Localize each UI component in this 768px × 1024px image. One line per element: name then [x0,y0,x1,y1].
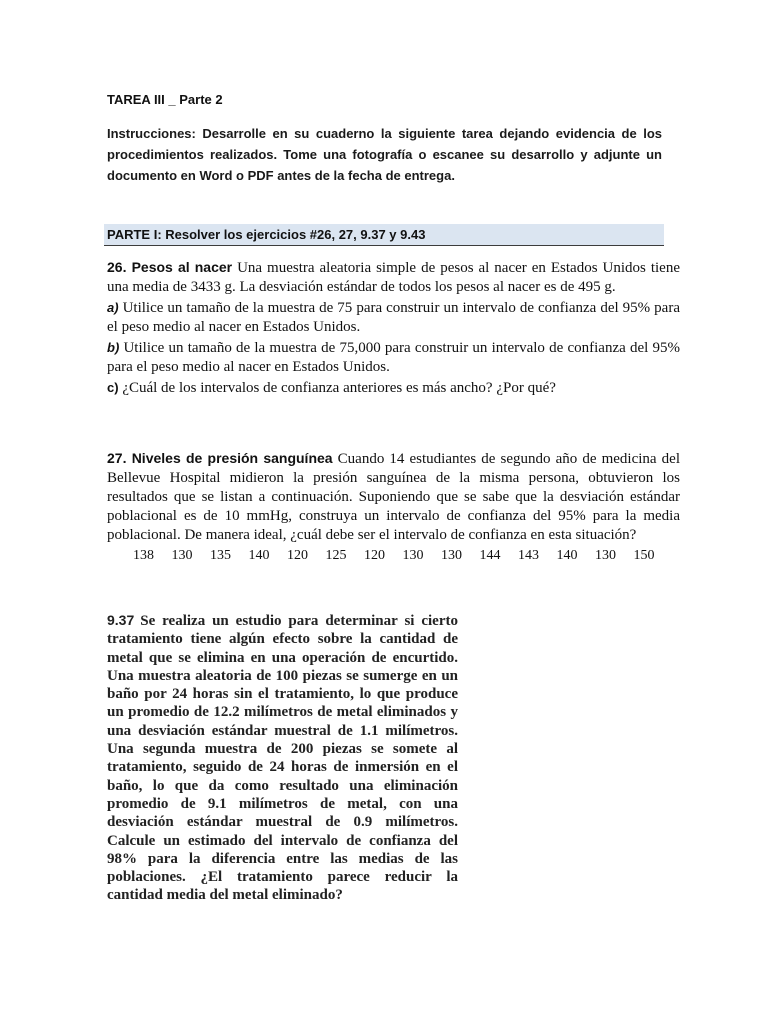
page-title: TAREA III _ Parte 2 [107,92,223,107]
part-b-text: Utilice un tamaño de la muestra de 75,000 para construir un intervalo de confianza del 95% para el peso medio al nacer en Estados Unidos. [107,340,680,375]
data-value: 150 [633,548,655,563]
data-value: 130 [595,548,616,563]
part-b-label: b) [107,340,120,355]
instructions-paragraph: Instrucciones: Desarrolle en su cuaderno la siguiente tarea dejando evidencia de los procedimientos realizados. Tome una fotografía o escanee su desarrollo y adjunte un documento en Word o PDF antes de la fecha de entrega. [107,126,662,183]
data-value: 144 [479,548,501,563]
exercise-9-37 [107,611,458,905]
exercise-26-heading: 26. Pesos al nacer [107,259,233,275]
exercise-26-part-c [107,378,680,398]
part-c-label: c) [107,380,119,395]
exercise-27 [107,449,680,545]
exercise-26-part-a [107,298,680,337]
data-value: 130 [441,548,462,563]
part-a-text: Utilice un tamaño de la muestra de 75 para construir un intervalo de confianza del 95% para el peso medio al nacer en Estados Unidos. [107,300,680,335]
part-a-label: a) [107,300,119,315]
data-value: 120 [287,548,308,563]
exercise-26-intro [107,258,680,297]
exercise-27-heading: 27. Niveles de presión sanguínea [107,450,333,466]
part-c-text: ¿Cuál de los intervalos de confianza anteriores es más ancho? ¿Por qué? [118,380,556,396]
exercise-9-37-text: Se realiza un estudio para determinar si cierto tratamiento tiene algún efecto sobre la cantidad de metal que se elimina en una operación de encurtido. Una muestra aleatoria de 100 piezas se sumerge en un baño por 24 horas sin el tratamiento, lo que produce un promedio de 12.2 milímetros de metal eliminados y una desviación estándar muestral de 1.1 milímetros. Una segunda muestra de 200 piezas se somete al tratamiento, seguido de 24 horas de inmersión en el baño, lo que da como resultado una eliminación promedio de 9.1 milímetros de metal, con una desviación estándar muestral de 0.9 milímetros. Calcule un estimado del intervalo de confianza del 98% para la diferencia entre las medias de las poblaciones. ¿El tratamiento parece reducir la cantidad media del metal eliminado? [107,613,458,904]
section-header: PARTE I: Resolver los ejercicios #26, 27, 9.37 y 9.43 [104,224,664,246]
data-value: 140 [556,548,578,563]
blood-pressure-data [133,548,672,564]
exercise-26 [107,258,680,398]
data-value: 130 [171,548,193,563]
data-value: 143 [518,548,539,563]
data-value: 140 [248,548,270,563]
data-value: 135 [210,548,231,563]
data-value: 138 [133,548,154,563]
exercise-27-text [107,449,680,545]
exercise-26-intro-text: Una muestra aleatoria simple de pesos al nacer en Estados Unidos tiene una media de 3433 g. La desviación estándar de todos los pesos al nacer es de 495 g. [107,260,680,295]
data-value: 120 [364,548,385,563]
exercise-27-body: Cuando 14 estudiantes de segundo año de medicina del Bellevue Hospital midieron la presión sanguínea de la misma persona, obtuvieron los resultados que se listan a continuación. Suponiendo que se sabe que la desviación estándar poblacional es de 10 mmHg, construya un intervalo de confianza del 95% para la media poblacional. De manera ideal, ¿cuál debe ser el intervalo de confianza en esta situación? [107,451,680,543]
data-value: 125 [325,548,347,563]
exercise-26-part-b [107,338,680,377]
data-value: 130 [402,548,424,563]
exercise-9-37-number: 9.37 [107,612,135,628]
